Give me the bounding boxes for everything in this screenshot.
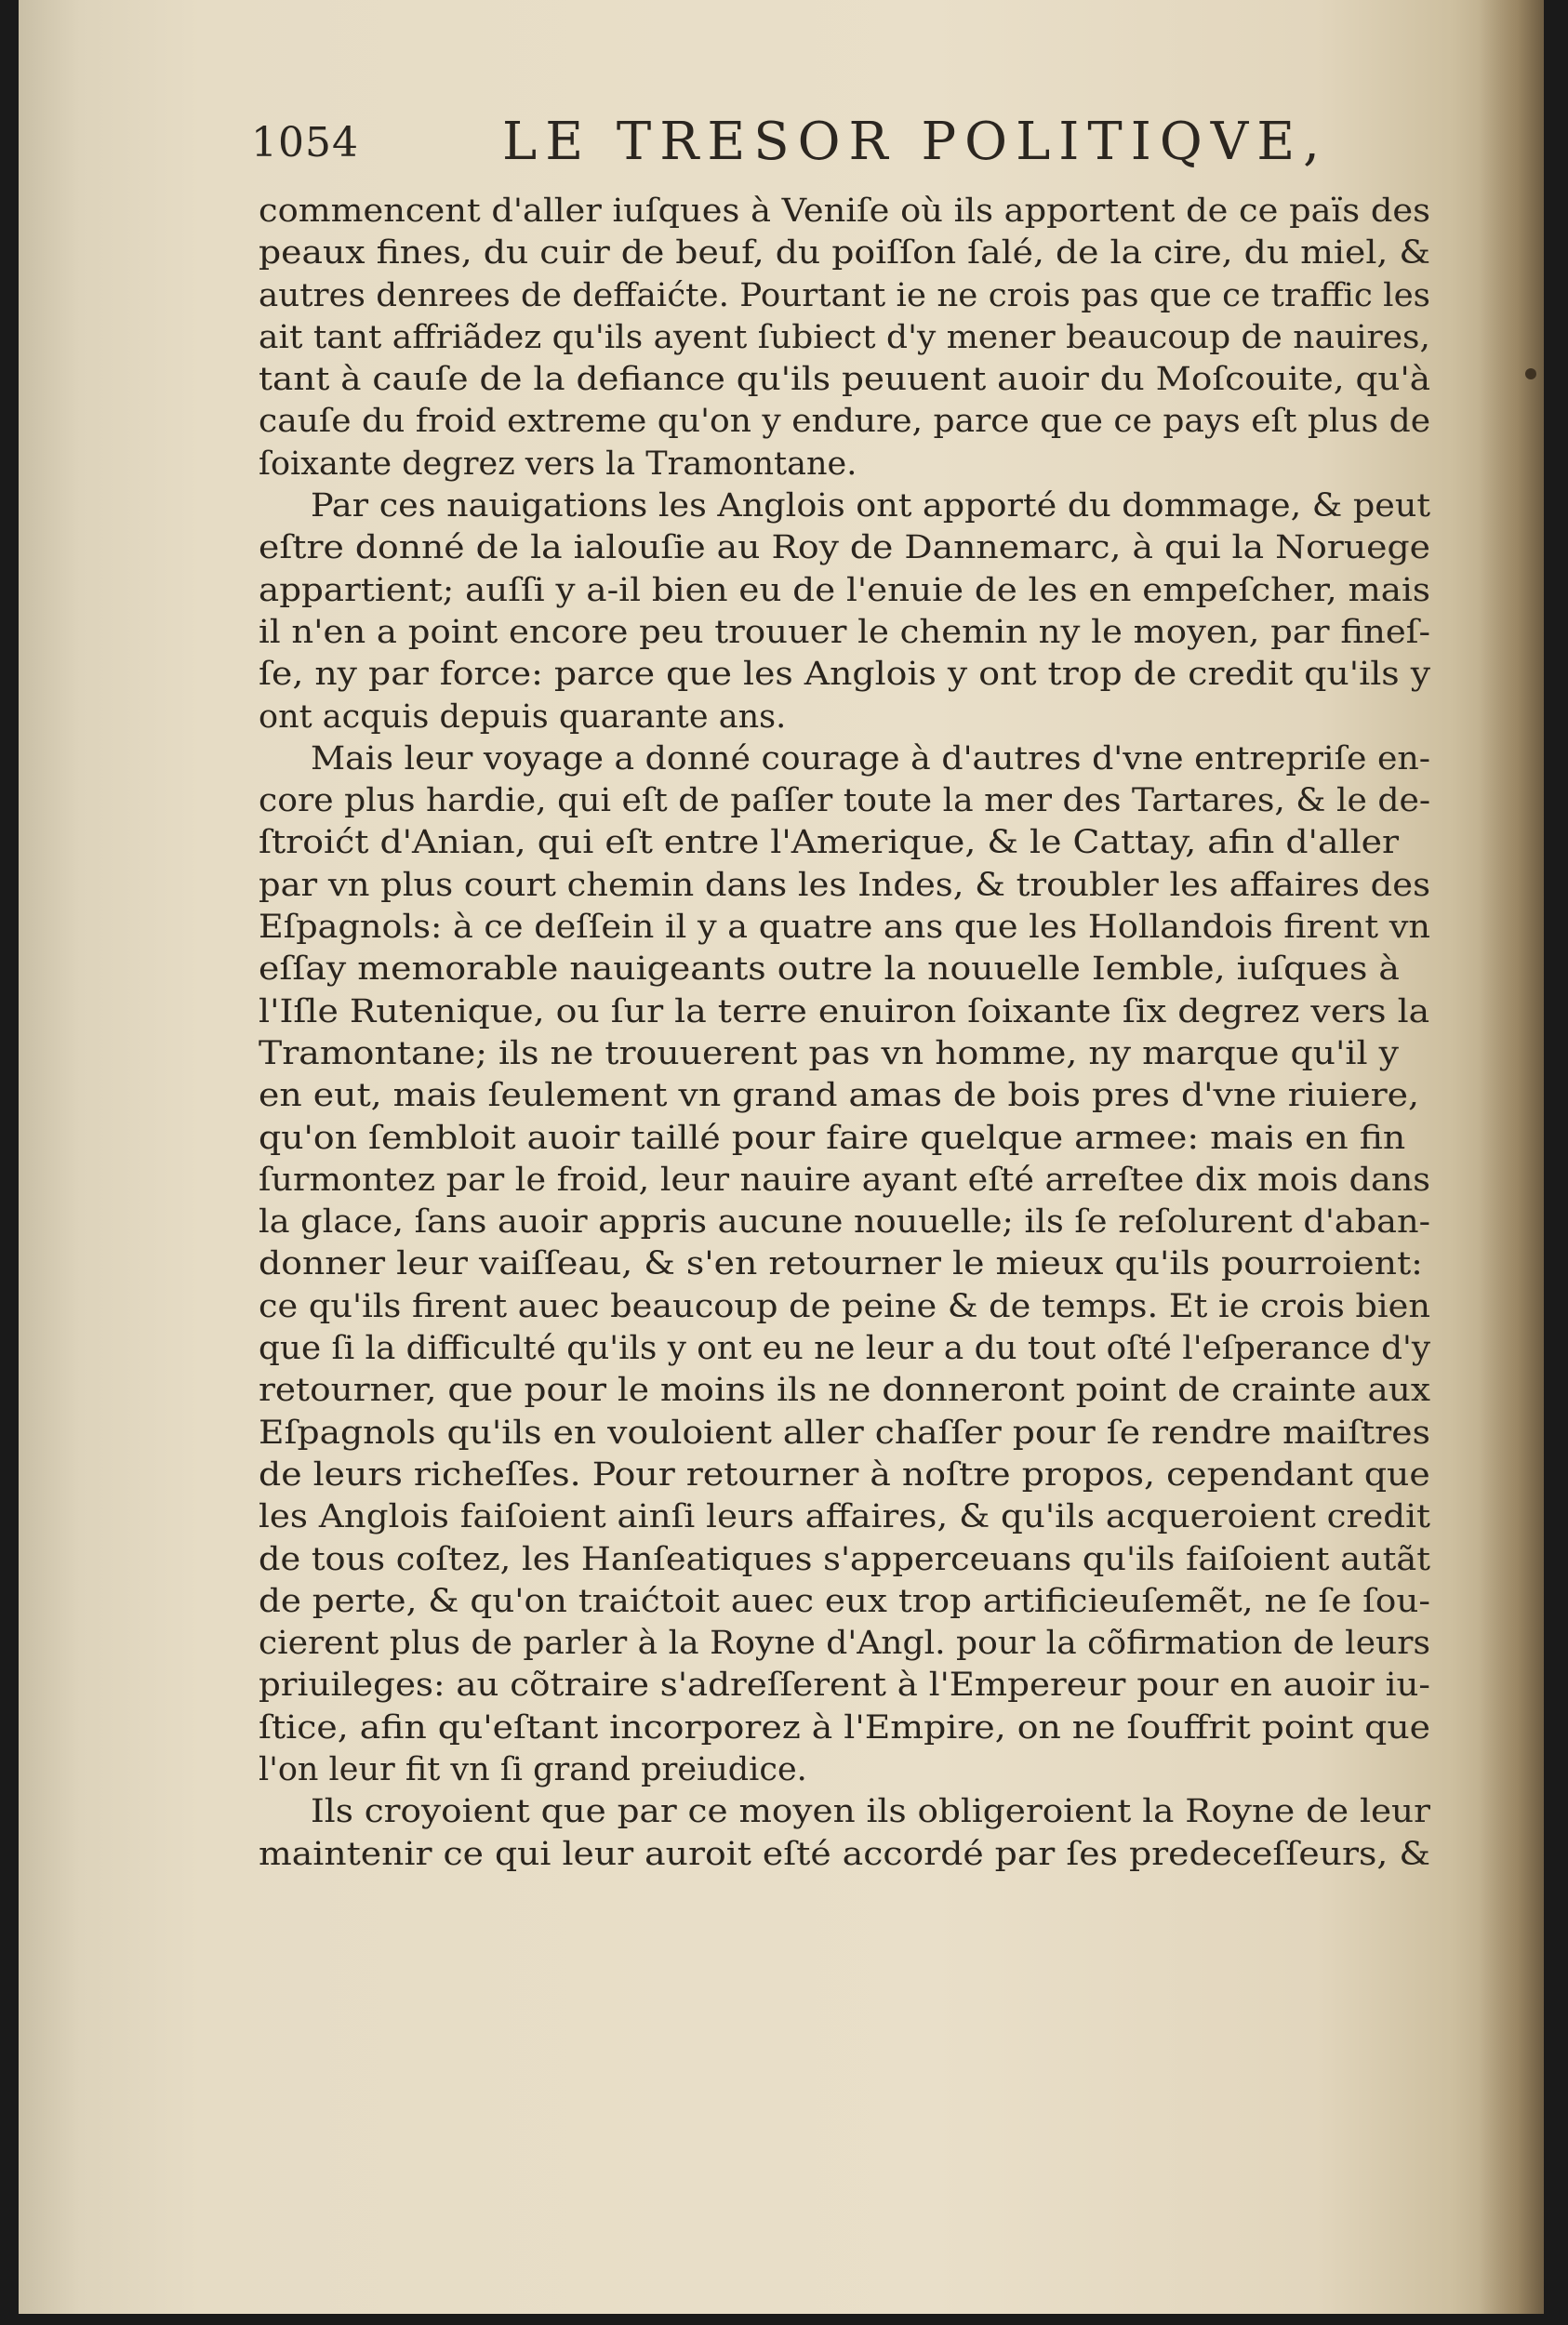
text-line: Tramontane; ils ne trouuerent pas vn homme, ny marque qu'il y xyxy=(259,1034,1399,1072)
text-line: ont acquis depuis quarante ans. xyxy=(259,698,787,736)
text-line: core plus hardie, qui eſt de paſſer toute la mer des Tartares, & le de- xyxy=(259,782,1431,820)
paragraph-start-line: Mais leur voyage a donné courage à d'autres d'vne entrepriſe en- xyxy=(311,739,1431,777)
book-page xyxy=(19,0,1544,2314)
text-line: ſoixante degrez vers la Tramontane. xyxy=(259,445,857,483)
text-line: les Anglois faiſoient ainſi leurs affaires, & qu'ils acqueroient credit xyxy=(259,1498,1430,1536)
running-title: LE TRESOR POLITIQVE, xyxy=(502,112,1328,172)
text-line: peaux fines, du cuir de beuf, du poiſſon ſalé, de la cire, du miel, & xyxy=(259,234,1430,272)
text-line: commencent d'aller iuſques à Veniſe où ils apportent de ce païs des xyxy=(259,193,1431,230)
text-line: Eſpagnols: à ce deſſein il y a quatre ans que les Hollandois firent vn xyxy=(259,909,1430,947)
text-line: ſurmontez par le froid, leur nauire ayant eſté arreſtee dix mois dans xyxy=(259,1161,1430,1199)
text-line: donner leur vaiſſeau, & s'en retourner le mieux qu'ils pourroient: xyxy=(259,1245,1423,1283)
text-line: cierent plus de parler à la Royne d'Angl. pour la cõfirmation de leurs xyxy=(259,1625,1430,1663)
text-line: ait tant affriãdez qu'ils ayent ſubiect d'y mener beaucoup de nauires, xyxy=(259,318,1430,356)
text-line: cauſe du froid extreme qu'on y endure, parce que ce pays eſt plus de xyxy=(259,403,1431,441)
paragraph-start-line: Par ces nauigations les Anglois ont apporté du dommage, & peut xyxy=(311,487,1431,525)
text-line: retourner, que pour le moins ils ne donneront point de crainte aux xyxy=(259,1372,1430,1410)
text-line: que ſi la difficulté qu'ils y ont eu ne leur a du tout oſté l'eſperance d'y xyxy=(259,1330,1431,1368)
text-line: eſtre donné de la ialouſie au Roy de Dannemarc, à qui la Noruege xyxy=(259,529,1430,567)
text-line: il n'en a point encore peu trouuer le chemin ny le moyen, par fineſ- xyxy=(259,613,1431,651)
text-line: par vn plus court chemin dans les Indes, & troubler les affaires des xyxy=(259,866,1430,904)
text-line: de leurs richeſſes. Pour retourner à noſtre propos, cependant que xyxy=(259,1455,1430,1494)
text-line: l'on leur fit vn ſi grand preiudice. xyxy=(259,1750,807,1788)
text-body xyxy=(259,191,1430,1876)
text-line: l'Iſle Rutenique, ou ſur la terre enuiron ſoixante ſix degrez vers la xyxy=(259,992,1430,1030)
page-number: 1054 xyxy=(251,119,359,166)
text-line: la glace, ſans auoir appris aucune nouuelle; ils ſe reſolurent d'aban- xyxy=(259,1203,1430,1242)
text-line: ſtroićt d'Anian, qui eſt entre l'Amerique, & le Cattay, afin d'aller xyxy=(259,824,1400,862)
text-line: qu'on ſembloit auoir taillé pour faire quelque armee: mais en fin xyxy=(259,1119,1406,1157)
text-line: maintenir ce qui leur auroit eſté accordé par ſes predeceſſeurs, & xyxy=(259,1835,1430,1873)
text-line: ce qu'ils firent auec beaucoup de peine & de temps. Et ie crois bien xyxy=(259,1287,1430,1325)
paragraph-start-line: Ils croyoient que par ce moyen ils obligeroient la Royne de leur xyxy=(311,1793,1430,1831)
text-line: appartient; auſſi y a-il bien eu de l'enuie de les en empeſcher, mais xyxy=(259,571,1431,609)
text-line: de tous coſtez, les Hanſeatiques s'apperceuans qu'ils faiſoient autãt xyxy=(259,1540,1431,1578)
text-line: tant à cauſe de la defiance qu'ils peuuent auoir du Moſcouite, qu'à xyxy=(259,361,1431,399)
text-line: eſſay memorable nauigeants outre la nouuelle Iemble, iuſques à xyxy=(259,950,1400,989)
text-line: en eut, mais ſeulement vn grand amas de bois pres d'vne riuiere, xyxy=(259,1077,1420,1115)
page-header xyxy=(251,112,1328,186)
text-line: Eſpagnols qu'ils en vouloient aller chaſſer pour ſe rendre maiſtres xyxy=(259,1414,1430,1452)
text-line: autres denrees de deffaićte. Pourtant ie ne crois pas que ce traffic les xyxy=(259,276,1430,314)
margin-mark xyxy=(1525,368,1536,379)
text-line: ſtice, afin qu'eſtant incorporez à l'Empire, on ne ſouffrit point que xyxy=(259,1708,1431,1747)
text-line: de perte, & qu'on traićtoit auec eux trop artificieuſemẽt, ne ſe ſou- xyxy=(259,1582,1431,1620)
text-line: ſe, ny par force: parce que les Anglois y ont trop de credit qu'ils y xyxy=(259,656,1431,694)
text-line: priuileges: au cõtraire s'adreſſerent à l'Empereur pour en auoir iu- xyxy=(259,1667,1431,1705)
